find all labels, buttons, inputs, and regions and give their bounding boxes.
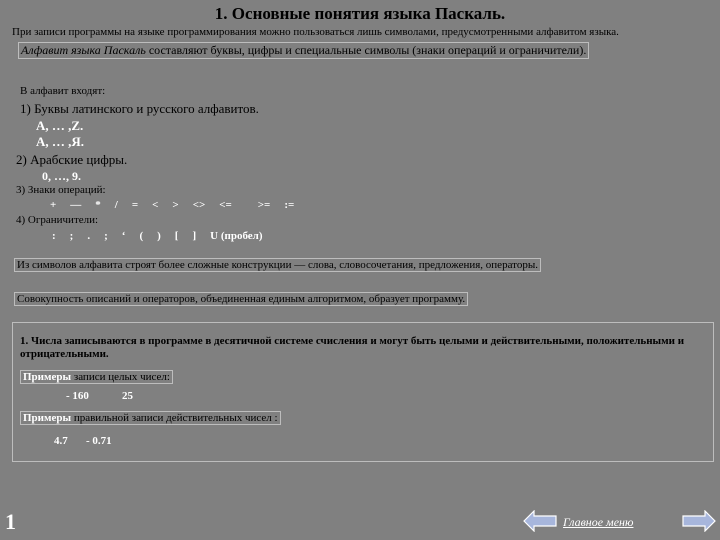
- operator-symbol: :=: [284, 199, 295, 211]
- operator-symbol: =: [131, 199, 139, 211]
- slide-number: 1: [5, 509, 16, 534]
- delimiter-symbol: :: [52, 230, 56, 242]
- operator-symbol: >: [172, 199, 179, 211]
- main-menu-link[interactable]: Главное меню: [563, 515, 634, 529]
- operator-symbol: >=: [257, 199, 271, 211]
- operators-list: [50, 199, 308, 211]
- latin-range: A, … ,Z.: [36, 118, 84, 133]
- operator-symbol: /: [114, 199, 118, 211]
- program-definition-text: Совокупность описаний и операторов, объединенная единым алгоритмом, образует программу.: [14, 292, 468, 306]
- intro-text: При записи программы на языке программирования можно пользоваться лишь символами, предусмотренными алфавитом языка.: [12, 26, 619, 38]
- real-examples-label-rest: правильной записи действительных чисел :: [71, 412, 278, 424]
- digits-item: 2) Арабские цифры.: [16, 152, 128, 167]
- integer-examples-label-strong: Примеры: [23, 371, 72, 383]
- integer-examples-label-rest: записи целых чисел:: [71, 371, 170, 383]
- delimiters-list: [52, 230, 277, 242]
- cyrillic-range: А, … ,Я.: [36, 134, 85, 149]
- arrow-left-icon: [523, 510, 557, 532]
- forward-arrow-button[interactable]: [682, 510, 716, 532]
- operator-symbol: <: [152, 199, 159, 211]
- alphabet-term: Алфавит языка Паскаль: [21, 43, 146, 57]
- page-title: 1. Основные понятия языка Паскаль.: [214, 4, 506, 23]
- delimiter-symbol: ;: [69, 230, 74, 242]
- operator-symbol: +: [50, 199, 57, 211]
- alphabet-includes-label: В алфавит входят:: [20, 85, 106, 97]
- numbers-rule-text: 1. Числа записываются в программе в десятичной системе счисления и могут быть целыми и действительными, положительными и отрицательными.: [20, 335, 685, 360]
- letters-item: 1) Буквы латинского и русского алфавитов.: [20, 101, 259, 116]
- real-example-value: - 0.71: [86, 435, 112, 447]
- delimiter-symbol: [: [174, 230, 179, 242]
- integer-example-value: 25: [122, 390, 133, 402]
- delimiter-symbol: ‘: [121, 230, 126, 242]
- delimiters-item: 4) Ограничители:: [16, 214, 99, 226]
- alphabet-definition-text: составляют буквы, цифры и специальные символы (знаки операций и ограничители).: [145, 43, 587, 57]
- delimiter-symbol: .: [87, 230, 91, 242]
- digits-range: 0, …, 9.: [42, 169, 81, 183]
- back-arrow-button[interactable]: [523, 510, 557, 532]
- alphabet-definition: [18, 42, 589, 59]
- operator-symbol: <=: [219, 199, 232, 211]
- constructs-text: Из символов алфавита строят более сложные конструкции — слова, словосочетания, предложения, операторы.: [14, 258, 541, 272]
- delimiter-symbol: ): [157, 230, 161, 242]
- operator-symbol: —: [70, 199, 82, 211]
- operator-symbol: *: [95, 199, 101, 211]
- delimiter-symbol: U (пробел): [210, 230, 263, 242]
- real-examples-label-strong: Примеры: [23, 412, 72, 424]
- delimiter-symbol: ]: [192, 230, 197, 242]
- real-example-value: 4.7: [54, 435, 68, 447]
- real-examples-label: [20, 411, 281, 425]
- integer-examples-label: [20, 370, 173, 384]
- integer-example-value: - 160: [66, 390, 89, 402]
- operators-item: 3) Знаки операций:: [16, 184, 106, 196]
- delimiter-symbol: (: [139, 230, 144, 242]
- arrow-right-icon: [682, 510, 716, 532]
- operator-symbol: <>: [192, 199, 206, 211]
- delimiter-symbol: ;: [104, 230, 108, 242]
